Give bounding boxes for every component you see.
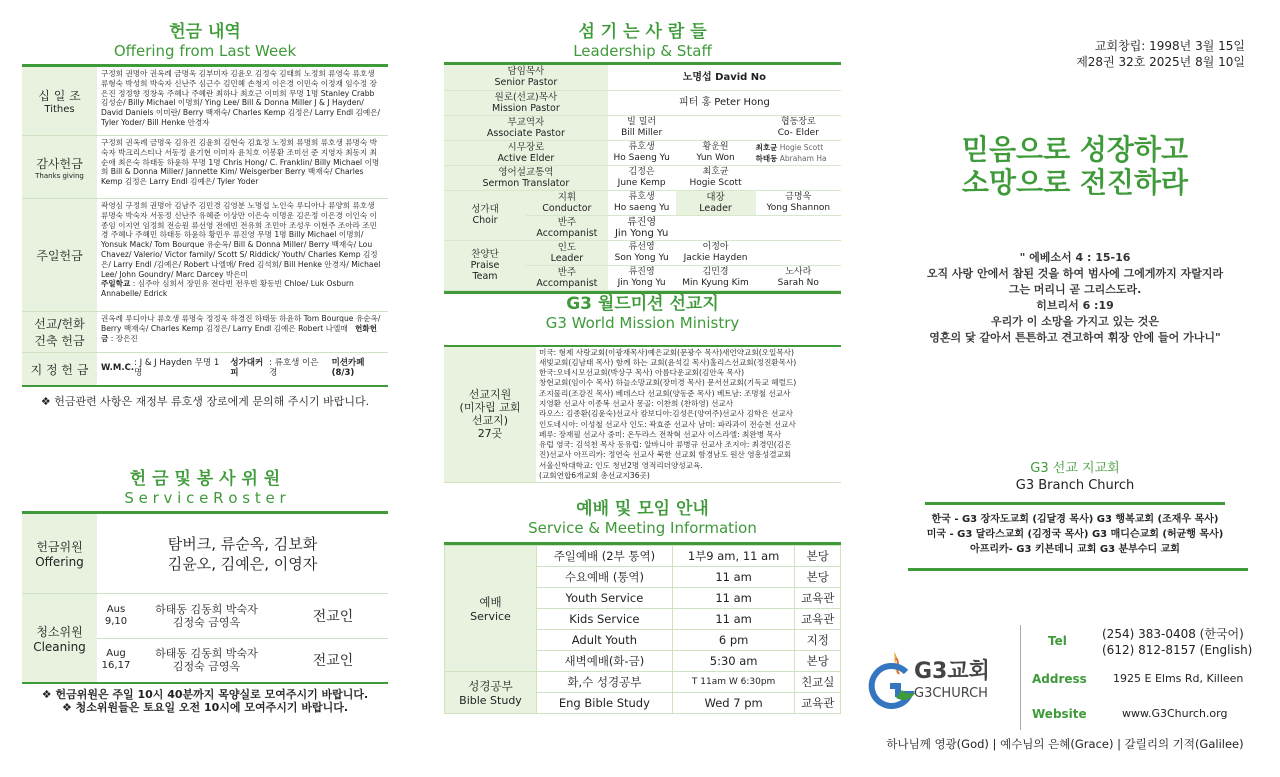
cell-name: 화,수 성경공부 — [537, 672, 673, 693]
cell-name: Eng Bible Study — [537, 693, 673, 714]
role-en: Praise — [470, 259, 500, 271]
verse-line: 그는 머리니 곧 그리스도라. — [1008, 283, 1142, 296]
role-en: Team — [472, 270, 498, 282]
role-en: Sermon Translator — [482, 177, 570, 189]
website-label: Website — [1032, 707, 1087, 721]
church-logo — [866, 648, 1016, 710]
role-ko: 찬양단 — [471, 248, 499, 260]
row-label — [22, 67, 97, 135]
cell-time: Wed 7 pm — [672, 693, 795, 714]
person — [608, 140, 676, 165]
mission-label — [444, 347, 536, 483]
sunday-row — [22, 199, 388, 312]
group-label — [445, 672, 537, 714]
date-month: Aug — [106, 648, 126, 660]
role-en: Senior Pastor — [494, 77, 558, 89]
person-en: Jin Yong Yu — [617, 277, 666, 288]
sunday-school-names: : 심주아 심희서 장민유 전다빈 전우빈 황동빈 Chloe/ Luk Osburn Annabelle/ Edrick — [101, 279, 354, 299]
row-label — [22, 594, 97, 682]
branch-list — [880, 512, 1270, 557]
tel-line: (612) 812-8157 (English) — [1102, 643, 1253, 657]
person-en: Son Yong Yu — [614, 252, 669, 263]
leadership-subtitle: Leadership & Staff — [573, 42, 712, 60]
role-en: Mission Pastor — [492, 102, 560, 114]
mission-line: (교회연합6개교회 총선교지36곳) — [539, 471, 650, 481]
verse-line: " 에베소서 4 : 15-16 — [1019, 251, 1131, 264]
branch-line: 한국 - G3 장자도교회 (김달경 목사) G3 행복교회 (조재우 목사) — [931, 514, 1219, 525]
thanks-names: 구정희 권옥례 금명욱 김유진 김윤희 김현숙 김효정 노정희 류명희 류호생 류명숙 박숙자 박크리스티나 서동정 윤기현 이미자 윤치호 이봉환 조미선 준 지영자 최동지 최순애 최은숙 하태동 하윤하 무명 1명 Chris Hong/ C. Franklin/ Billy Michael 이명희 Bill & Donna Miller/ Jannette Kim/ Weisgerber Berry 백재숙/ Charles Kemp 김정은 Larry Endl 김예은/ Tyler Yoder — [101, 138, 380, 187]
cafe-label: 미션카페(8/3) — [331, 358, 365, 378]
cell-name: 새벽예배(화-금) — [537, 651, 673, 672]
table-row — [445, 672, 841, 693]
logo-subtext: G3CHURCH — [914, 686, 988, 701]
offering-title: 헌금 내역 — [169, 22, 241, 42]
label-ko2: 건축 헌금 — [34, 334, 85, 348]
worship-subtitle: Service & Meeting Information — [528, 519, 757, 538]
mission-title: G3 월드미션 선교지 — [566, 293, 719, 314]
branch-heading — [880, 460, 1270, 494]
offering-column — [22, 0, 388, 714]
mission-table — [444, 345, 841, 484]
week-date — [97, 604, 135, 628]
role-ko: 반주 — [557, 216, 577, 228]
mission-line: 진)선교사 아프리카: 정연숙 선교사 북한 선교회 함경남도 원산 영흥성결교회 — [539, 450, 792, 460]
role-label — [526, 215, 608, 240]
cell-time: 11 am — [672, 588, 795, 609]
names-line: 김정숙 금영옥 — [172, 615, 241, 629]
mission-line: 한국:오네시모선교회(박상구 목사) 아름다운교회(김안옥 목사) — [539, 368, 745, 378]
person-en: Ho saeng Yu — [613, 202, 670, 213]
row-label — [22, 353, 97, 385]
label-en: Bible Study — [459, 694, 522, 708]
cleaning-row — [22, 594, 388, 684]
row-label — [22, 312, 97, 352]
offering-subtitle: Offering from Last Week — [113, 42, 297, 60]
person-en: Jin Yong Yu — [614, 227, 669, 239]
role-label — [526, 240, 608, 265]
tithes-row — [22, 67, 388, 136]
person-ko: 류호생 — [628, 141, 655, 152]
role-label — [526, 190, 608, 215]
role-label — [444, 65, 608, 90]
person — [756, 190, 841, 215]
worship-title: 예배 및 모임 안내 — [576, 499, 709, 520]
person-ko: 김정은 — [628, 166, 655, 177]
offering-committee-names — [97, 514, 388, 593]
cell-place: 지정 — [795, 630, 841, 651]
label-ko: 선교/헌화 — [34, 317, 85, 331]
role-ko: 영어설교통역 — [498, 166, 554, 178]
role-label — [444, 190, 526, 240]
cell-name: Youth Service — [537, 588, 673, 609]
motto-line: 소망으로 전진하라 — [961, 166, 1189, 199]
roster-title: 헌 금 및 봉 사 위 원 — [129, 469, 281, 489]
cell-name: Kids Service — [537, 609, 673, 630]
person — [676, 265, 756, 290]
table-row — [444, 115, 841, 140]
motto — [880, 133, 1270, 199]
label-en: Offering — [35, 555, 84, 569]
co-elders — [756, 140, 841, 165]
mission-line: 미국: 형제 사랑교회(이광재목사)예은교회(문광수 목사)새언약교회(오일목사) — [539, 347, 794, 357]
tel-label: Tel — [1048, 634, 1067, 648]
person — [756, 265, 841, 290]
cell-place: 본당 — [795, 651, 841, 672]
role-ko: 시무장로 — [507, 141, 545, 153]
divider — [925, 502, 1225, 505]
person-en: Jackie Hayden — [683, 252, 748, 263]
role-en: Accompanist — [536, 277, 598, 289]
leadership-title: 섬 기 는 사 람 들 — [578, 22, 707, 42]
mission-line: 인도네시아: 이성철 선교사 인도: 곽효준 선교사 남미: 파라과이 전승천 선교사 — [539, 419, 796, 429]
group-label — [445, 546, 537, 672]
issue-number: 제28권 32호 2025년 8월 10일 — [1076, 55, 1245, 69]
tithes-names: 구정희 권명아 권옥례 금명욱 김부미자 김윤오 김정숙 김태희 노정희 류영숙 류호생 류형숙 박성희 박숙자 신난주 심근수 김민혜 손청지 이은경 이민숙 이정재 임수정 장은진 정정향 정창욱 주혜나 주혜란 최하나 최호근 이미희 무명 1명 Stanley Crabb 김성순/ Billy Michael 이명희/ Ying Lee/ Bill & Donna Miller J & J Hayden/ David Daniels 이미란/ Berry 백재숙/ Charles Kemp 김정은/ Larry Endl 김예은/ Tyler Yoder/ Bill Henke 안경자 — [101, 69, 381, 127]
issue-info — [1076, 38, 1245, 70]
role-en: Leader — [699, 202, 732, 214]
role-ko: 인도 — [557, 241, 577, 253]
divider — [1020, 625, 1021, 730]
thanks-row — [22, 136, 388, 199]
label-en: Tithes — [44, 104, 75, 115]
role-ko: 원로(선교)목사 — [494, 91, 558, 103]
date-days: 9,10 — [104, 615, 128, 627]
roster-note-2: ❖ 청소위원들은 토요일 오전 10시에 모여주시기 바랍니다. — [61, 701, 349, 714]
role-ko: 협동장로 — [780, 116, 816, 127]
offering-note: ❖ 헌금관련 사항은 재정부 류호생 장로에게 문의해 주시기 바랍니다. — [40, 395, 370, 408]
mission-row — [22, 312, 388, 353]
role-ko: 부교역자 — [507, 116, 545, 128]
spacer — [676, 215, 841, 240]
offering-committee-row — [22, 514, 388, 594]
branch-title: G3 선교 지교회 — [1030, 461, 1120, 476]
cell-time: 6 pm — [672, 630, 795, 651]
cell-place: 친교실 — [795, 672, 841, 693]
sunday-school-label: 주일학교 — [101, 279, 131, 289]
label-en: Thanks giving — [35, 171, 84, 180]
logo-text: G3교회 — [914, 659, 990, 684]
cell-place: 교육관 — [795, 693, 841, 714]
role-en: Co- Elder — [777, 127, 819, 138]
person-en: Sarah No — [777, 277, 819, 288]
designated-row — [22, 353, 388, 387]
table-row — [445, 546, 841, 567]
mission-line: 페루: 장재필 선교사 중미: 온두라스 전착혁 선교사 이스라엘: 최완병 목사 — [539, 429, 782, 439]
designated-content — [97, 353, 388, 385]
role-label-inline — [756, 115, 841, 140]
sunday-names — [97, 199, 388, 311]
spacer — [676, 115, 756, 140]
person-ko: 최호균 — [702, 166, 729, 177]
branch-subtitle: G3 Branch Church — [1015, 478, 1135, 493]
cell-time: T 11am W 6:30pm — [672, 672, 795, 693]
mission-line: 라오스: 김종환(김윤숙)선교사 캄보디아:김성은(양여주)선교사 김학은 선교사 — [539, 409, 794, 419]
label-line: (미자립 교회 — [459, 401, 521, 415]
role-label — [444, 240, 526, 290]
label-line: 선교지원 — [468, 388, 512, 402]
person — [608, 265, 676, 290]
mission-list — [536, 347, 841, 483]
person — [676, 165, 756, 190]
mission-line: 지영환 선교사 이종복 선교사 몽골: 이찬희 (찬하영) 선교사 — [539, 398, 734, 408]
table-row — [444, 190, 841, 215]
divider — [908, 568, 1248, 571]
mission-line: 창현교회(임이수 목사) 하늘소망교회(장미경 목사) 문서선교회(기독교 헤럴드) — [539, 378, 797, 388]
role-ko: 담임목사 — [507, 66, 545, 78]
spacer — [756, 165, 841, 190]
roster-subtitle: S e r v i c e R o s t e r — [124, 489, 286, 507]
person-en: Yun Won — [696, 152, 735, 163]
website-link[interactable]: www.G3Church.org — [1122, 707, 1228, 720]
role-ko: 지휘 — [557, 191, 577, 203]
row-label — [22, 136, 97, 198]
person-en: Hogie Scott — [779, 142, 824, 152]
senior-pastor-name: 노명섭 David No — [608, 65, 841, 90]
role-en: Conductor — [542, 202, 592, 214]
cell-time: 11 am — [672, 609, 795, 630]
mission-line: 조지물리(조감진 목사) 베데스다 선교회(양동준 목사) 베트남: 조명철 선교사 — [539, 388, 791, 398]
table-row — [444, 240, 841, 265]
cell-place: 본당 — [795, 567, 841, 588]
wmc-label: W.M.C. — [101, 363, 135, 374]
role-label — [444, 140, 608, 165]
motto-line: 믿음으로 성장하고 — [961, 133, 1189, 166]
mission-text: 권옥례 루디아나 류호생 류명숙 정정욱 하경진 하태동 하윤하 Tom Bourque 유순옥/ Berry 백재숙/ Charles Kemp 김정은/ Larry Endl 김예은 Robert 나엘매 — [101, 314, 381, 333]
flower-label: 헌화헌금 — [101, 323, 377, 343]
week-date — [97, 648, 135, 672]
person-ko: 류선영 — [628, 241, 655, 252]
person-ko: 금명욱 — [785, 191, 812, 202]
person-ko: 류진영 — [628, 266, 655, 277]
mission-names — [97, 312, 388, 352]
cell-time: 5:30 am — [672, 651, 795, 672]
verse-line: 영혼의 닻 같아서 튼튼하고 견고하여 휘장 안에 들어 가나니" — [929, 331, 1221, 344]
label-ko: 헌금위원 — [36, 540, 83, 554]
role-ko: 대장 — [706, 191, 725, 203]
role-en: Associate Pastor — [486, 127, 565, 139]
table-row — [444, 65, 841, 90]
table-row — [444, 140, 841, 165]
names-line: 하태동 김동희 박숙자 — [155, 647, 258, 661]
roster-note-1: ❖ 헌금위원은 주일 10시 40분까지 목양실로 모여주시기 바랍니다. — [41, 688, 369, 701]
person — [676, 240, 756, 265]
footer-tagline: 하나님께 영광(God) | 예수님의 은혜(Grace) | 갈릴리의 기적(Galilee) — [886, 737, 1244, 751]
role-label — [676, 190, 756, 215]
tel-numbers — [1102, 626, 1252, 658]
verse-line: 오직 사랑 안에서 참된 것을 하여 범사에 그에게까지 자랄지라 — [926, 267, 1224, 280]
person-en: Yong Shannon — [766, 202, 831, 213]
names-line: 김정숙 금영옥 — [172, 660, 241, 674]
row-label — [22, 514, 97, 593]
verse-line: 히브리서 6 :19 — [1036, 299, 1114, 312]
role-ko: 성가대 — [471, 204, 499, 215]
tel-line: (254) 383-0408 (한국어) — [1102, 627, 1244, 641]
label-ko: 청소위원 — [36, 624, 83, 639]
person — [608, 165, 676, 190]
role-en: Accompanist — [536, 227, 598, 239]
person — [608, 190, 676, 215]
person-ko: 김민경 — [702, 266, 729, 277]
wmc-value: : J & J Hayden 무명 1명 — [134, 358, 220, 378]
table-row — [444, 165, 841, 190]
person-en: Ho Saeng Yu — [613, 152, 670, 163]
spacer — [756, 240, 841, 265]
label-ko: 감사헌금 — [36, 156, 83, 171]
role-en: Choir — [472, 215, 498, 226]
coffee-label: 성가대커피 — [230, 358, 264, 378]
leadership-table — [444, 65, 841, 291]
founded-date: 교회창립: 1998년 3월 15일 — [1094, 39, 1245, 53]
cell-time: 1부9 am, 11 am — [672, 546, 795, 567]
flower-name: : 장은진 — [108, 333, 138, 343]
cell-place: 교육관 — [795, 609, 841, 630]
label-line: 선교지) — [471, 414, 509, 428]
cell-name: 수요예배 (통역) — [537, 567, 673, 588]
date-month: Aus — [106, 603, 126, 615]
person — [608, 240, 676, 265]
person-ko: 빌 밀러 — [627, 116, 657, 127]
label-line: 27곳 — [477, 427, 503, 441]
mission-pastor-name: 피터 홍 Peter Hong — [608, 90, 841, 115]
label-en: Cleaning — [33, 639, 86, 654]
sunday-text: 곽영심 구정희 권명아 김남주 김민경 김영분 노명섭 노인숙 루디아나 류양희 류호생 류명숙 박숙자 서동정 신난주 유혜준 이상만 이은숙 이명운 김은정 이은경 이인숙 이종임 이지연 임정희 전승원 류선영 전에빈 전유희 조민아 조성우 이현주 조아라 조민경 주혜나 주혜민 하태동 하윤하 황민우 류진영 무명 1명 Billy Michael 이명희/ Yonsuk Mack/ Tom Bourque 유순옥/ Bill & Donna Miller/ Berry 백재숙/ Lou Chavez/ Valerio/ Victor family/ Scott S/ Riddick/ Youth/ Charles Kemp 김정은/ Larry Endl /김예은/ Robert 나엘매/ Fred 김석희/ Bill Henke 안경자/ Michael Lee/ John Goundry/ Marc Darcey 박은미 — [101, 201, 381, 279]
cleaning-week — [97, 639, 388, 683]
person — [608, 115, 676, 140]
person-en: June Kemp — [617, 177, 666, 188]
person-ko: 하태동 — [755, 153, 778, 163]
role-label — [444, 165, 608, 190]
person-ko: 이정아 — [702, 241, 729, 252]
cleaning-content — [97, 594, 388, 682]
mission-line: 서울신학대학교: 인도 청년2명 영적리더양성교육. — [539, 460, 703, 470]
names-line: 하태동 김동희 박숙자 — [155, 602, 258, 616]
mission-line: 유럽 영국: 김석천 목사 동유럽: 알바니아 류병규 선교사 조지아: 최경민(김은 — [539, 440, 792, 450]
label-ko: 주일헌금 — [36, 248, 83, 263]
role-label — [444, 90, 608, 115]
label-ko: 십 일 조 — [38, 89, 81, 103]
person-en: Hogie Scott — [689, 177, 742, 188]
week-dept: 전교인 — [312, 653, 354, 670]
label-ko: 성경공부 — [468, 679, 513, 694]
person-ko: 류호생 — [628, 191, 655, 202]
cell-name: Adult Youth — [537, 630, 673, 651]
address-value: 1925 E Elms Rd, Killeen — [1113, 672, 1244, 685]
cell-time: 11 am — [672, 567, 795, 588]
cell-name: 주일예배 (2부 통역) — [537, 546, 673, 567]
label-ko: 지 정 헌 금 — [30, 362, 89, 377]
role-en: Leader — [550, 252, 584, 264]
names-line: 김윤오, 김예은, 이영자 — [167, 554, 318, 573]
coffee-value: : 류호생 이은경 — [269, 358, 319, 378]
verse-line: 우리가 이 소망을 가지고 있는 것은 — [991, 315, 1159, 328]
role-label — [444, 115, 608, 140]
role-ko: 반주 — [557, 266, 577, 278]
cell-place: 교육관 — [795, 588, 841, 609]
label-en: Service — [470, 610, 511, 624]
branch-line: 미국 - G3 달라스교회 (김정국 목사) G3 매디슨교회 (허균행 목사) — [926, 529, 1224, 540]
table-row — [444, 90, 841, 115]
worship-table — [444, 545, 841, 714]
week-names — [135, 603, 278, 629]
person-ko: 노사라 — [785, 266, 812, 277]
cell-place: 본당 — [795, 546, 841, 567]
names-line: 탐버크, 류순옥, 김보화 — [167, 534, 318, 553]
role-en: Active Elder — [497, 152, 555, 164]
person — [608, 215, 676, 240]
person-ko: 최호균 — [755, 142, 778, 152]
address-label: Address — [1032, 672, 1087, 686]
week-names — [135, 647, 278, 673]
label-ko: 예배 — [479, 595, 502, 610]
person-en: Abraham Ha — [779, 153, 827, 163]
row-label — [22, 199, 97, 311]
mission-line: 새빛교회(김남태 목사) 함께 하는 교회(윤석길 목사)홀리스선교회(정진환목사) — [539, 357, 797, 367]
leadership-column — [444, 0, 841, 714]
week-dept: 전교인 — [312, 608, 354, 625]
person-en: Bill Miller — [621, 127, 663, 138]
date-days: 16,17 — [101, 660, 131, 672]
role-label — [526, 265, 608, 290]
person — [676, 140, 756, 165]
scripture — [880, 250, 1270, 346]
person-ko: 황운원 — [702, 141, 729, 152]
cleaning-week — [97, 594, 388, 639]
person-en: Min Kyung Kim — [682, 277, 749, 288]
person-ko: 류진영 — [627, 216, 657, 228]
branch-line: 아프리카- G3 키븐데니 교회 G3 분부수디 교회 — [970, 544, 1180, 555]
mission-subtitle: G3 World Mission Ministry — [545, 313, 740, 332]
